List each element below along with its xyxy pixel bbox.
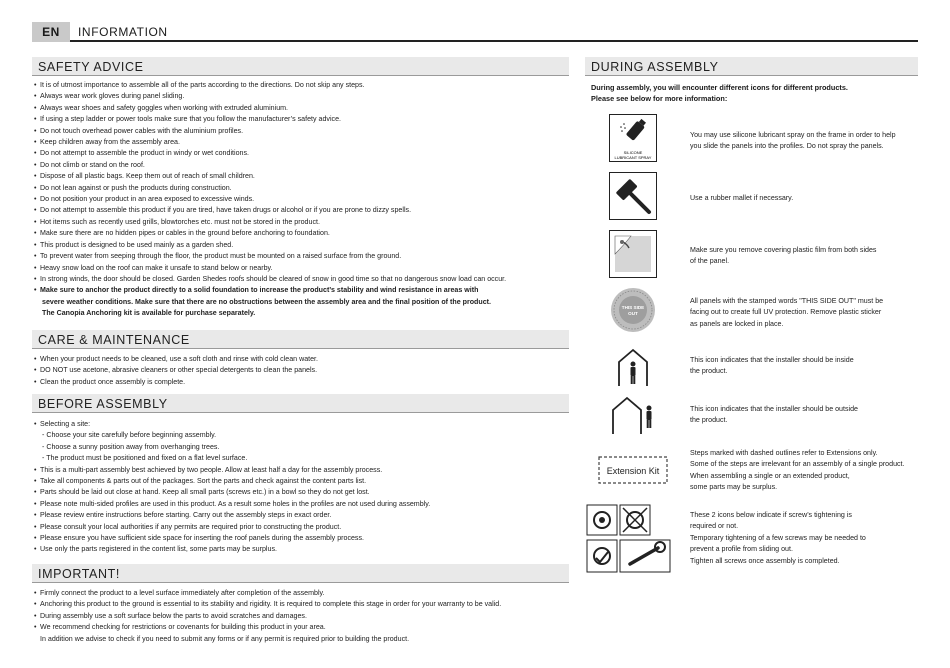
desc-line: Tighten all screws once assembly is completed. xyxy=(690,556,840,565)
desc-line: Temporary tightening of a few screws may be needed to xyxy=(690,533,866,542)
list-item: • If using a step ladder or power tools make sure that you follow the manufacturer’s safety advice. xyxy=(34,114,506,125)
desc-line: Steps marked with dashed outlines refer to Extensions only. xyxy=(690,449,878,457)
peel-film-icon xyxy=(609,230,657,278)
desc-line: This icon indicates that the installer should be inside xyxy=(690,356,854,364)
list-item: In addition we advise to check if you need to submit any forms or if any permit is required prior to building the product. xyxy=(40,634,410,643)
icon-label: SILICONE xyxy=(623,150,643,155)
section-title: SAFETY ADVICE xyxy=(38,60,144,74)
list-item: - Choose a sunny position away from overhanging trees. xyxy=(42,442,220,451)
icon-label: Extension Kit xyxy=(606,466,660,476)
list-item: • Make sure to anchor the product directly to a solid foundation to increase the product’s stability and wind resistance in areas with xyxy=(34,285,506,296)
list-item: • Do not attempt to assemble the product in windy or wet conditions. xyxy=(34,148,506,159)
list-item: • Do not touch overhead power cables with the aluminium profiles. xyxy=(34,126,506,137)
list-item: - The product must be positioned and fixed on a flat level surface. xyxy=(42,454,248,463)
desc-line: the product. xyxy=(690,367,728,376)
rubber-mallet-icon xyxy=(609,172,657,220)
silicone-spray-icon xyxy=(609,114,657,162)
list-item: • Please note multi-sided profiles are used in this product. As a result some holes in the profiles are not used during assembly. xyxy=(34,499,430,510)
icon-label: LUBRICANT SPRAY xyxy=(614,155,652,160)
section-header-during xyxy=(585,57,918,76)
section-title: BEFORE ASSEMBLY xyxy=(38,397,168,411)
icon-description xyxy=(690,245,876,268)
care-list xyxy=(34,354,318,388)
desc-line: the product. xyxy=(690,416,728,425)
icon-label: OUT xyxy=(628,311,638,316)
desc-line: Make sure you remove covering plastic film from both sides xyxy=(690,246,877,254)
section-header-important xyxy=(32,564,569,583)
list-item: • Please ensure you have sufficient side space for inserting the roof panels during the assembly process. xyxy=(34,533,430,544)
list-item: The Canopia Anchoring kit is available for purchase separately. xyxy=(42,309,256,318)
list-item: • When your product needs to be cleaned, use a soft cloth and rinse with cold clean water. xyxy=(34,354,318,365)
during-intro xyxy=(591,82,848,105)
list-item: • Firmly connect the product to a level surface immediately after completion of the assembly. xyxy=(34,588,501,599)
list-item: • Anchoring this product to the ground is essential to its stability and rigidity. It is required to complete this stage in order for your warranty to be valid. xyxy=(34,599,501,610)
icon-label: THIS SIDE xyxy=(621,305,645,310)
important-list xyxy=(34,588,501,645)
desc-line: you slide the panels into the profiles. Do not spray the panels. xyxy=(690,142,884,151)
list-item: • During assembly use a soft surface below the parts to avoid scratches and damages. xyxy=(34,611,501,622)
list-item: • Clean the product once assembly is complete. xyxy=(34,377,318,388)
list-item: • Please consult your local authorities if any permits are required prior to constructing the product. xyxy=(34,522,430,533)
list-item: • Do not position your product in an area exposed to excessive winds. xyxy=(34,194,506,205)
list-item: • Do not lean against or push the products during construction. xyxy=(34,183,506,194)
installer-inside-icon xyxy=(609,344,657,392)
list-item: • Hot items such as recently used grills, blowtorches etc. must not be stored in the product. xyxy=(34,217,506,228)
icon-description xyxy=(690,193,793,204)
desc-line: Some of the steps are irrelevant for an assembly of a single product. xyxy=(690,460,905,469)
extension-kit-icon xyxy=(598,456,668,484)
list-item: • We recommend checking for restrictions or covenants for building this product in your area. xyxy=(34,622,501,633)
desc-line: required or not. xyxy=(690,522,739,531)
section-header-before xyxy=(32,394,569,413)
section-title: IMPORTANT! xyxy=(38,567,120,581)
icon-description xyxy=(690,355,854,378)
section-header-care xyxy=(32,330,569,349)
list-item: • Parts should be laid out close at hand. Keep all small parts (screws etc.) in a bowl so they do not get lost. xyxy=(34,487,430,498)
installer-outside-icon xyxy=(609,392,657,440)
icon-description xyxy=(690,130,896,153)
desc-line: This icon indicates that the installer should be outside xyxy=(690,405,858,413)
list-item: • Always wear work gloves during panel sliding. xyxy=(34,91,506,102)
list-item: - Choose your site carefully before beginning assembly. xyxy=(42,431,217,440)
list-item: • It is of utmost importance to assemble all of the parts according to the directions. Do not skip any steps. xyxy=(34,80,506,91)
list-item: • Keep children away from the assembly area. xyxy=(34,137,506,148)
desc-line: These 2 icons below indicate if screw’s tightening is xyxy=(690,511,852,519)
icon-description xyxy=(690,510,866,567)
desc-line: as panels are locked in place. xyxy=(690,319,784,328)
list-item: • This is a multi-part assembly best achieved by two people. Allow at least half a day for the assembly process. xyxy=(34,465,430,476)
desc-line: facing out to create full UV protection. Remove plastic sticker xyxy=(690,308,882,317)
list-item: • Make sure there are no hidden pipes or cables in the ground before anchoring to foundation. xyxy=(34,228,506,239)
icon-description xyxy=(690,296,883,330)
list-item: • Please review entire instructions before starting. Carry out the assembly steps in exact order. xyxy=(34,510,430,521)
list-item: • Selecting a site: xyxy=(34,419,430,430)
section-title: CARE & MAINTENANCE xyxy=(38,333,190,347)
list-item: • In strong winds, the door should be closed. Garden Shedes roofs should be cleared of snow in good time so that no dangerous snow load can occur. xyxy=(34,274,506,285)
list-item: • Use only the parts registered in the content list, some parts may be surplus. xyxy=(34,544,430,555)
page-title: INFORMATION xyxy=(78,25,168,39)
intro-line: During assembly, you will encounter different icons for different products. xyxy=(591,83,848,92)
desc-line: When assembling a single or an extended product, xyxy=(690,471,850,480)
icon-description xyxy=(690,404,858,427)
top-header xyxy=(32,22,918,42)
section-title: DURING ASSEMBLY xyxy=(591,60,719,74)
desc-line: of the panel. xyxy=(690,257,730,266)
desc-line: prevent a profile from sliding out. xyxy=(690,545,793,554)
icon-description xyxy=(690,448,905,494)
list-item: • To prevent water from seeping through the floor, the product must be mounted on a raised surface from the ground. xyxy=(34,251,506,262)
safety-list xyxy=(34,80,506,320)
desc-line: All panels with the stamped words "THIS SIDE OUT" must be xyxy=(690,297,884,305)
before-list xyxy=(34,419,430,556)
desc-line: You may use silicone lubricant spray on the frame in order to help xyxy=(690,131,896,139)
list-item: • This product is designed to be used mainly as a garden shed. xyxy=(34,240,506,251)
this-side-out-icon xyxy=(609,286,657,334)
list-item: severe weather conditions. Make sure that there are no obstructions between the assembly area and the final position of the product. xyxy=(42,297,491,306)
list-item: • DO NOT use acetone, abrasive cleaners or other special detergents to clean the panels. xyxy=(34,365,318,376)
desc-line: some parts may be surplus. xyxy=(690,483,778,492)
list-item: • Do not attempt to assemble this product if you are tired, have taken drugs or alcohol or if you are prone to dizzy spells. xyxy=(34,205,506,216)
list-item: • Do not climb or stand on the roof. xyxy=(34,160,506,171)
list-item: • Dispose of all plastic bags. Keep them out of reach of small children. xyxy=(34,171,506,182)
intro-line: Please see below for more information: xyxy=(591,94,728,104)
screw-tightening-icon xyxy=(586,504,672,574)
language-badge: EN xyxy=(32,22,70,42)
list-item: • Always wear shoes and safety goggles when working with extruded aluminium. xyxy=(34,103,506,114)
section-header-safety xyxy=(32,57,569,76)
list-item: • Take all components & parts out of the packages. Sort the parts and check against the content parts list. xyxy=(34,476,430,487)
desc-line: Use a rubber mallet if necessary. xyxy=(690,194,794,202)
list-item: • Heavy snow load on the roof can make it unsafe to stand below or nearby. xyxy=(34,263,506,274)
